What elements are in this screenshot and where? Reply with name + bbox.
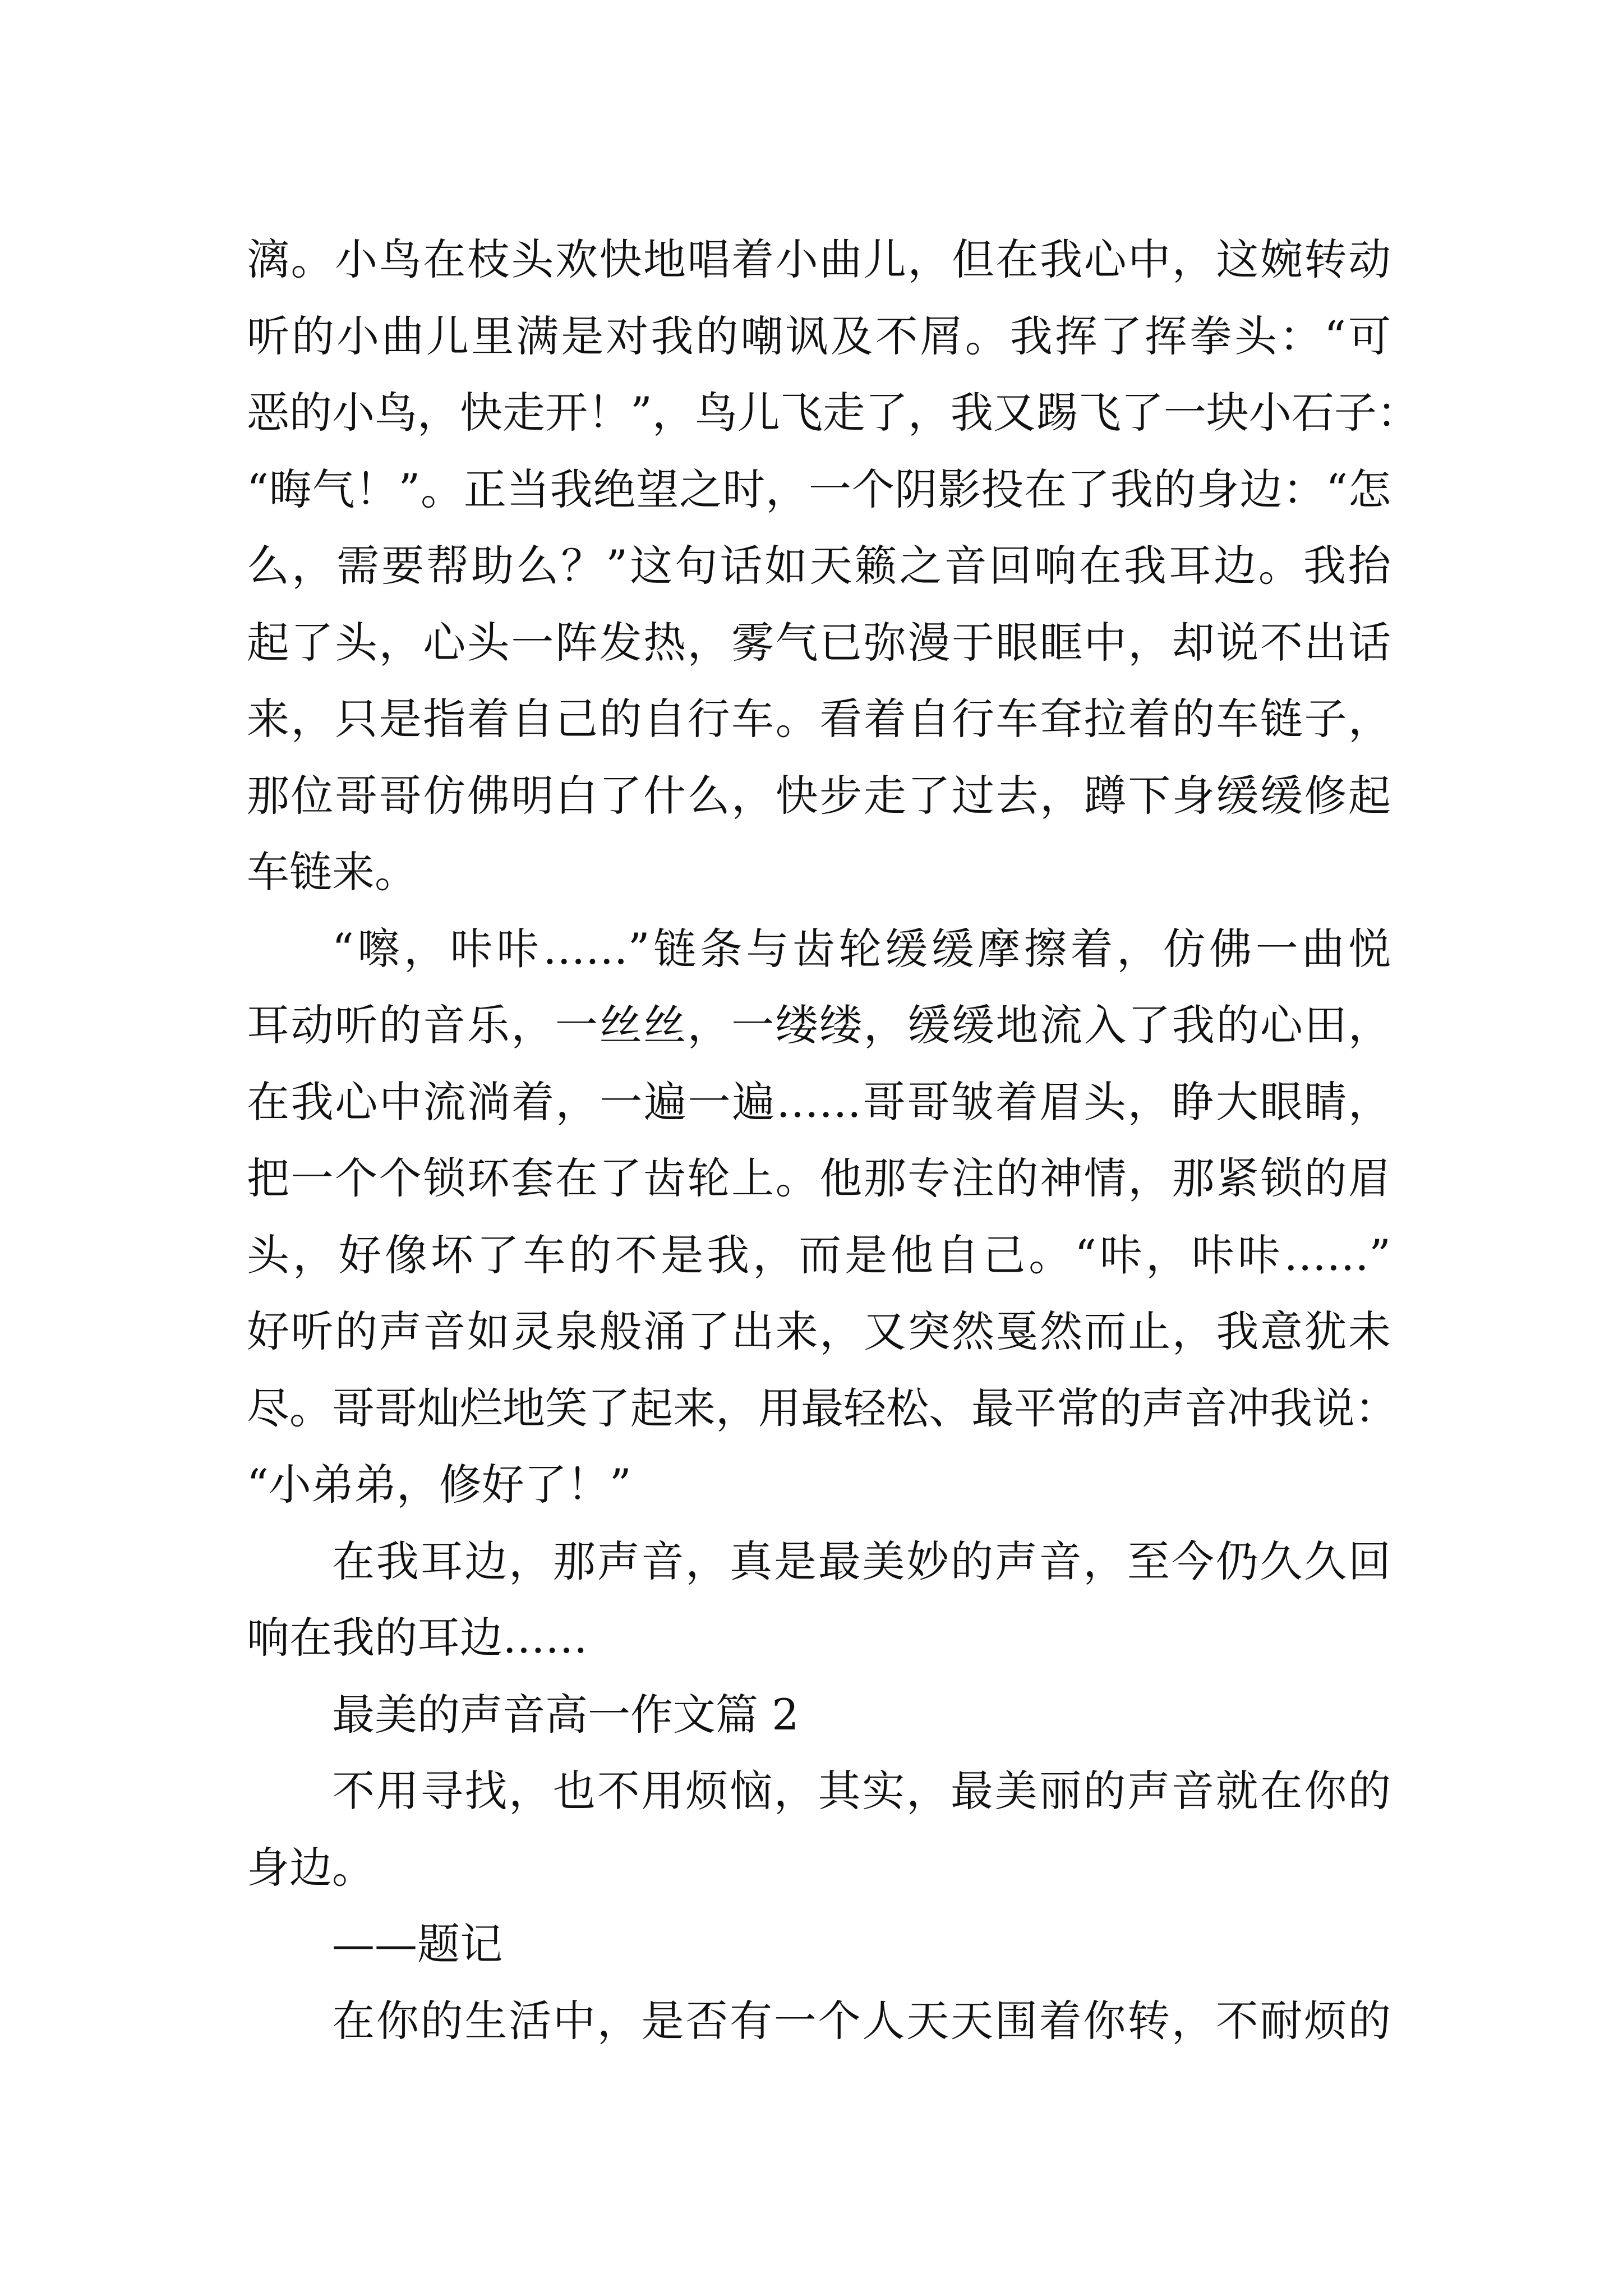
text-line-2: 听的小曲儿里满是对我的嘲讽及不屑。我挥了挥拳头：“可 xyxy=(247,311,1391,361)
text-line-8: 那位哥哥仿佛明白了什么，快步走了过去，蹲下身缓缓修起 xyxy=(247,770,1391,821)
text-line-16: 尽。哥哥灿烂地笑了起来，用最轻松、最平常的声音冲我说： xyxy=(247,1383,1398,1433)
section-heading: 最美的声音高一作文篇 2 xyxy=(332,1689,799,1740)
text-line-17: “小弟弟，修好了！” xyxy=(247,1460,631,1510)
document-body xyxy=(247,222,1419,2059)
text-line-21: 不用寻找，也不用烦恼，其实，最美丽的声音就在你的 xyxy=(332,1766,1391,1816)
text-line-12: 在我心中流淌着，一遍一遍……哥哥皱着眉头，睁大眼睛， xyxy=(247,1076,1391,1127)
text-line-22: 身边。 xyxy=(247,1842,375,1893)
text-line-13: 把一个个锁环套在了齿轮上。他那专注的神情，那紧锁的眉 xyxy=(247,1153,1391,1203)
text-line-3: 恶的小鸟，快走开！”，鸟儿飞走了，我又踢飞了一块小石子： xyxy=(247,388,1419,438)
text-line-6: 起了头，心头一阵发热，雾气已弥漫于眼眶中，却说不出话 xyxy=(247,617,1391,668)
text-line-24: 在你的生活中，是否有一个人天天围着你转，不耐烦的 xyxy=(332,1995,1391,2046)
text-line-5: 么，需要帮助么？”这句话如天籁之音回响在我耳边。我抬 xyxy=(247,541,1391,591)
text-line-10: “嚓，咔咔……”链条与齿轮缓缓摩擦着，仿佛一曲悦 xyxy=(332,923,1391,974)
text-line-14: 头，好像坏了车的不是我，而是他自己。“咔，咔咔……” xyxy=(247,1230,1391,1280)
text-line-7: 来，只是指着自己的自行车。看着自行车耷拉着的车链子， xyxy=(247,694,1391,744)
text-line-4: “晦气！”。正当我绝望之时，一个阴影投在了我的身边：“怎 xyxy=(247,464,1391,514)
text-line-9: 车链来。 xyxy=(247,847,417,897)
text-line-1: 漓。小鸟在枝头欢快地唱着小曲儿，但在我心中，这婉转动 xyxy=(247,234,1391,284)
text-line-11: 耳动听的音乐，一丝丝，一缕缕，缓缓地流入了我的心田， xyxy=(247,1000,1391,1050)
text-line-15: 好听的声音如灵泉般涌了出来，又突然戛然而止，我意犹未 xyxy=(247,1306,1391,1356)
epigraph-label: ——题记 xyxy=(332,1919,502,1969)
text-line-19: 响在我的耳边…… xyxy=(247,1613,588,1663)
text-line-18: 在我耳边，那声音，真是最美妙的声音，至今仍久久回 xyxy=(332,1536,1391,1586)
